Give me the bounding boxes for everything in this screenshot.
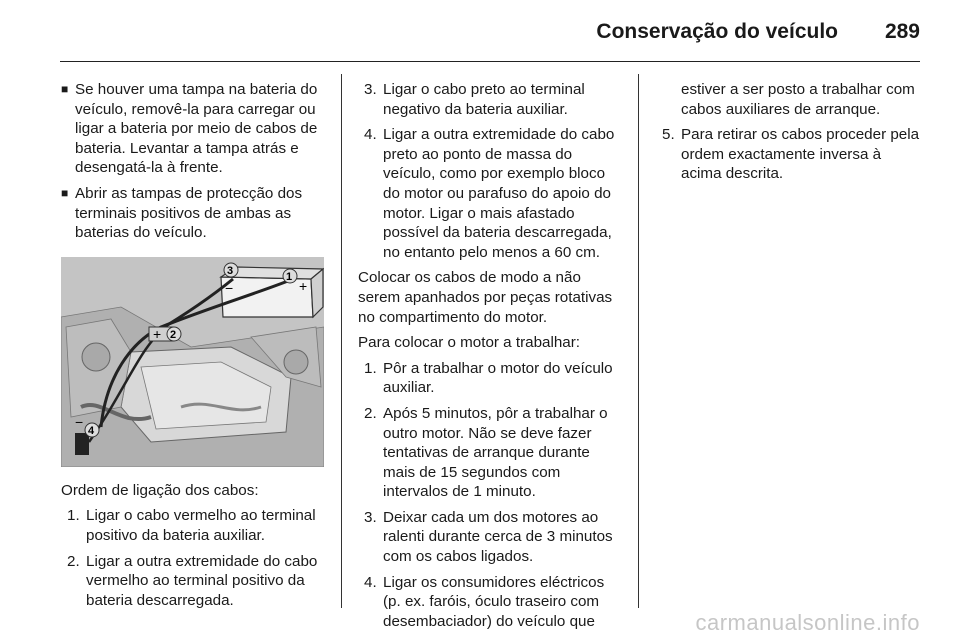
list-item: 3. Ligar o cabo preto ao terminal negativo da bateria auxiliar. (364, 81, 585, 118)
cable-order-intro: Ordem de ligação dos cabos: (61, 481, 259, 499)
list-item: 4. Ligar a outra extremidade do cabo preto ao ponto de massa do veículo, como por exemplo bloco do motor ou parafuso do apoio do motor. Ligar o mais afastado possível da bateria descarregada, no entanto pelo menos a 60 cm. (364, 126, 615, 261)
column-1 (61, 80, 326, 616)
list-item: 3. Deixar cada um dos motores ao ralenti durante cerca de 3 minutos com os cabos ligados. (364, 508, 613, 566)
figure-label-4: 4 (88, 424, 95, 437)
header-rule (60, 61, 920, 62)
section-title: Conservação do veículo (596, 20, 838, 43)
minus-sign-icon: − (75, 413, 84, 430)
list-item: 1. Ligar o cabo vermelho ao terminal positivo da bateria auxiliar. (67, 507, 316, 544)
engine-bay-figure (61, 257, 324, 467)
bullet-item: ■ Abrir as tampas de protecção dos terminais positivos de ambas as baterias do veículo. (61, 184, 326, 243)
list-item: 5. Para retirar os cabos proceder pela ordem exactamente inversa à acima descrita. (662, 126, 920, 183)
column-divider (638, 74, 639, 608)
column-3 (656, 80, 924, 190)
plus-sign-icon: + (299, 277, 308, 294)
paragraph: Para colocar o motor a trabalhar: (358, 334, 581, 352)
battery-jumpstart-illustration (61, 257, 324, 467)
list-item: 2. Após 5 minutos, pôr a trabalhar o outro motor. Não se deve fazer tentativas de arranque durante mais de 15 segundos com intervalos de 1 minuto. (364, 404, 608, 501)
minus-sign-icon: − (225, 279, 234, 296)
list-item: 2. Ligar a outra extremidade do cabo vermelho ao terminal positivo da bateria descarregada. (67, 552, 318, 609)
figure-label-3: 3 (227, 264, 234, 277)
list-item-continuation: estiver a ser posto a trabalhar com cabos auxiliares de arranque. (681, 81, 915, 118)
bullet-item: ■ Se houver uma tampa na bateria do veículo, removê-la para carregar ou ligar a bateria por meio de cabos de bateria. Levantar a tampa atrás e desengatá-la à frente. (61, 80, 326, 178)
paragraph: Colocar os cabos de modo a não serem apanhados por peças rotativas no compartimento do motor. (358, 269, 613, 326)
list-item: 1. Pôr a trabalhar o motor do veículo auxiliar. (364, 359, 613, 397)
page-number: 289 (884, 20, 920, 43)
figure-label-2: 2 (170, 328, 177, 341)
plus-sign-icon: + (153, 325, 162, 342)
figure-label-1: 1 (286, 270, 293, 283)
footer-watermark: carmanualsonline.info (695, 610, 920, 635)
column-divider (341, 74, 342, 608)
column-2 (358, 80, 626, 637)
list-item: 4. Ligar os consumidores eléctricos (p. ex. faróis, óculo traseiro com desembaciador) do veículo que (364, 573, 605, 630)
